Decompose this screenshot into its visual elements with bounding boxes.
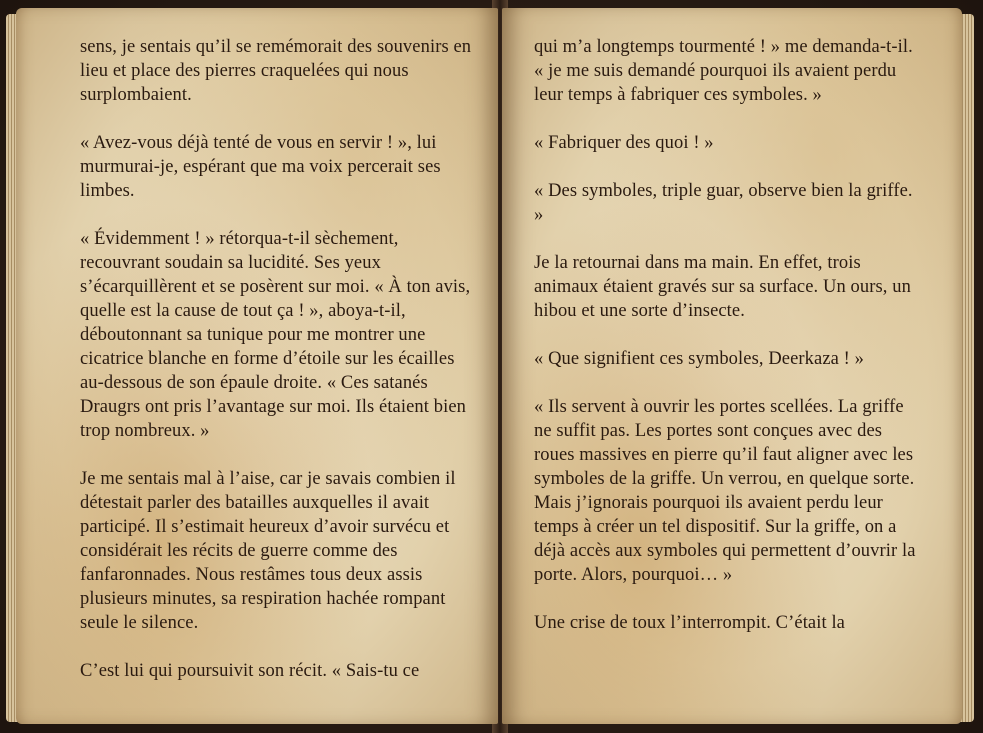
page-edges-right	[960, 14, 974, 722]
paragraph: « Ils servent à ouvrir les portes scellées. La griffe ne suffit pas. Les portes sont conçues avec des roues massives en pierre qu’il faut aligner avec les symboles de la griffe. Un verrou, en quelque sorte. Mais j’ignorais pourquoi ils avaient perdu leur temps à créer un tel dispositif. Sur la griffe, on a déjà accès aux symboles qui permettent d’ouvrir la porte. Alors, pourquoi… »	[534, 397, 916, 585]
left-page-text	[80, 35, 480, 683]
paragraph: Je la retournai dans ma main. En effet, trois animaux étaient gravés sur sa surface. Un ours, un hibou et une sorte d’insecte.	[534, 253, 911, 321]
paragraph: « Fabriquer des quoi ! »	[534, 133, 714, 153]
paragraph: Je me sentais mal à l’aise, car je savais combien il détestait parler des batailles auxquelles il avait participé. Il s’estimait heureux d’avoir survécu et considérait les récits de guerre comme des fanfaronnades. Nous restâmes tous deux assis plusieurs minutes, sa respiration hachée rompant seule le silence.	[80, 469, 456, 633]
paragraph: Une crise de toux l’interrompit. C’était la	[534, 613, 845, 633]
paragraph: « Que signifient ces symboles, Deerkaza ! »	[534, 349, 865, 369]
left-page[interactable]	[16, 8, 498, 724]
paragraph: qui m’a longtemps tourmenté ! » me demanda-t-il. « je me suis demandé pourquoi ils avaient perdu leur temps à fabriquer ces symboles. »	[534, 37, 913, 105]
paragraph: « Des symboles, triple guar, observe bien la griffe. »	[534, 181, 913, 225]
paragraph: sens, je sentais qu’il se remémorait des souvenirs en lieu et place des pierres craquelées qui nous surplombaient.	[80, 37, 472, 105]
right-page[interactable]	[502, 8, 962, 724]
paragraph: « Évidemment ! » rétorqua-t-il sèchement, recouvrant soudain sa lucidité. Ses yeux s’écarquillèrent et se posèrent sur moi. « À ton avis, quelle est la cause de tout ça ! », aboya-t-il, déboutonnant sa tunique pour me montrer une cicatrice blanche en forme d’étoile sur les écailles au-dessous de son épaule droite. « Ces satanés Draugrs ont pris l’avantage sur moi. Ils étaient bien trop nombreux. »	[80, 229, 471, 441]
right-page-text	[534, 35, 924, 635]
paragraph: C’est lui qui poursuivit son récit. « Sais-tu ce	[80, 661, 420, 681]
paragraph: « Avez-vous déjà tenté de vous en servir ! », lui murmurai-je, espérant que ma voix percerait ses limbes.	[80, 133, 441, 201]
